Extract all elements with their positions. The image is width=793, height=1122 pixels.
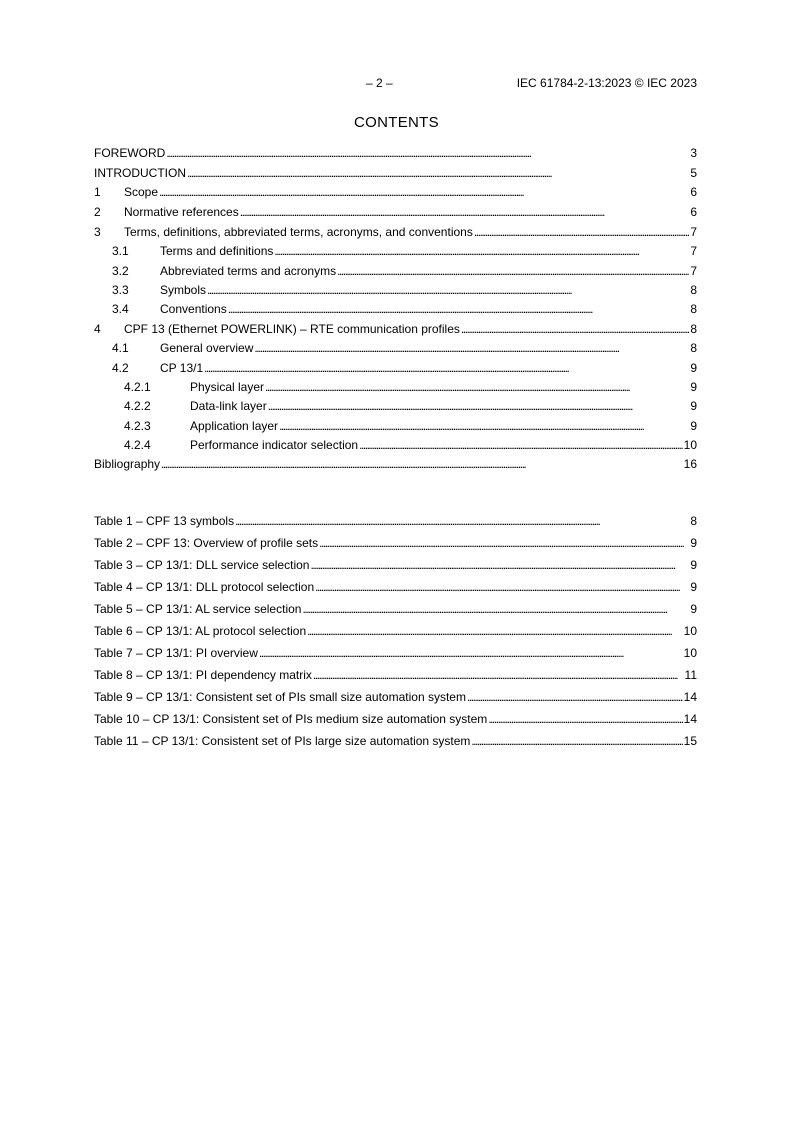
dot-leader [310,557,689,573]
entry-page-number: 8 [690,514,697,528]
toc-entry[interactable] [94,282,697,301]
entry-page-number: 11 [684,668,697,682]
entry-page-number: 9 [690,580,697,594]
entry-title: INTRODUCTION [94,165,186,180]
dot-leader [274,243,689,259]
dot-leader [265,379,689,395]
entry-page-number: 5 [690,165,697,180]
entry-title: Application layer [190,418,279,433]
entry-title: Data-link layer [190,399,267,414]
dot-leader [161,456,683,472]
toc-entry[interactable] [94,301,697,320]
toc-entry[interactable] [94,437,697,456]
dot-leader [471,733,682,749]
entry-title: Table 9 – CP 13/1: Consistent set of PIs small size automation system [94,690,466,704]
entry-page-number: 9 [690,558,697,572]
toc-entry[interactable] [94,418,697,437]
toc-entry[interactable] [94,456,697,476]
list-of-tables [94,513,697,755]
table-list-entry[interactable] [94,645,697,667]
toc-entry[interactable] [94,184,697,204]
entry-page-number: 8 [690,321,697,336]
entry-title: Normative references [124,205,239,220]
entry-page-number: 9 [690,399,697,414]
entry-page-number: 9 [690,536,697,550]
toc-entry[interactable] [94,145,697,165]
standard-reference: IEC 61784-2-13:2023 © IEC 2023 [516,76,697,90]
entry-page-number: 16 [683,457,697,472]
entry-title: Performance indicator selection [190,437,359,452]
table-list-entry[interactable] [94,667,697,689]
toc-entry[interactable] [94,224,697,244]
page-header [94,76,697,92]
entry-page-number: 7 [690,224,697,239]
entry-page-number: 7 [690,244,697,259]
entry-page-number: 9 [690,379,697,394]
entry-title: Table 4 – CP 13/1: DLL protocol selection [94,580,315,594]
entry-title: Table 6 – CP 13/1: AL protocol selection [94,624,307,638]
table-list-entry[interactable] [94,623,697,645]
entry-title: Terms and definitions [160,244,274,259]
page-title: CONTENTS [354,114,439,131]
entry-title: Terms, definitions, abbreviated terms, acronyms, and conventions [124,224,473,239]
toc-entry[interactable] [94,165,697,185]
table-list-entry[interactable] [94,513,697,535]
entry-title: Abbreviated terms and acronyms [160,263,337,278]
entry-number: 4.2 [112,360,129,375]
entry-page-number: 7 [690,263,697,278]
dot-leader [313,667,684,683]
entry-title: General overview [160,341,254,356]
dot-leader [359,437,683,453]
table-list-entry[interactable] [94,535,697,557]
entry-number: 4.1 [112,341,129,356]
entry-number: 2 [94,205,101,220]
dot-leader [337,263,689,279]
toc-entry[interactable] [94,263,697,282]
entry-title: Symbols [160,283,207,298]
dot-leader [268,398,690,414]
table-list-entry[interactable] [94,733,697,755]
dot-leader [240,204,690,220]
toc-entry[interactable] [94,398,697,417]
dot-leader [235,513,689,529]
dot-leader [166,145,689,161]
toc-entry[interactable] [94,379,697,398]
dot-leader [187,165,689,181]
entry-title: Table 1 – CPF 13 symbols [94,514,235,528]
entry-number: 1 [94,185,101,200]
entry-title: Table 3 – CP 13/1: DLL service selection [94,558,310,572]
toc-entry[interactable] [94,204,697,224]
entry-title: Physical layer [190,379,265,394]
dot-leader [279,418,689,434]
entry-number: 3.1 [112,244,129,259]
entry-page-number: 15 [683,734,697,748]
entry-title: CPF 13 (Ethernet POWERLINK) – RTE communication profiles [124,321,460,336]
entry-title: Conventions [160,302,227,317]
dot-leader [207,282,689,298]
entry-title: Table 8 – CP 13/1: PI dependency matrix [94,668,312,682]
entry-page-number: 9 [690,360,697,375]
entry-number: 4.2.2 [124,399,151,414]
dot-leader [474,224,689,240]
entry-page-number: 10 [683,624,697,638]
dot-leader [254,340,689,356]
table-list-entry[interactable] [94,557,697,579]
entry-title: Bibliography [94,457,161,472]
page-number: – 2 – [366,76,393,90]
entry-number: 3.3 [112,283,129,298]
entry-title: FOREWORD [94,146,166,160]
dot-leader [159,184,689,200]
entry-page-number: 8 [690,341,697,356]
entry-page-number: 6 [690,185,697,200]
dot-leader [461,321,689,337]
entry-number: 4 [94,321,101,336]
dot-leader [319,535,689,551]
entry-title: CP 13/1 [160,360,204,375]
toc-entry[interactable] [94,340,697,359]
dot-leader [228,301,690,317]
toc-entry[interactable] [94,360,697,379]
dot-leader [467,689,683,705]
table-list-entry[interactable] [94,579,697,601]
table-list-entry[interactable] [94,601,697,623]
entry-number: 3 [94,224,101,239]
entry-title: Table 2 – CPF 13: Overview of profile sets [94,536,319,550]
entry-page-number: 6 [690,205,697,220]
entry-page-number: 10 [683,437,697,452]
entry-title: Table 7 – CP 13/1: PI overview [94,646,258,660]
table-list-entry[interactable] [94,689,697,711]
entry-number: 3.2 [112,263,129,278]
entry-page-number: 9 [690,418,697,433]
entry-page-number: 14 [683,712,697,726]
entry-title: Table 5 – CP 13/1: AL service selection [94,602,302,616]
entry-title: Table 10 – CP 13/1: Consistent set of PIs medium size automation system [94,712,488,726]
dot-leader [307,623,683,639]
entry-title: Scope [124,185,159,200]
dot-leader [488,711,682,727]
entry-page-number: 3 [690,146,697,160]
entry-number: 4.2.3 [124,418,151,433]
entry-number: 4.2.4 [124,437,151,452]
entry-page-number: 14 [683,690,697,704]
entry-page-number: 10 [683,646,697,660]
table-of-contents [94,145,697,476]
entry-title: Table 11 – CP 13/1: Consistent set of PIs large size automation system [94,734,471,748]
entry-page-number: 8 [690,302,697,317]
dot-leader [302,601,689,617]
entry-page-number: 8 [690,283,697,298]
toc-entry[interactable] [94,243,697,262]
toc-entry[interactable] [94,321,697,341]
table-list-entry[interactable] [94,711,697,733]
dot-leader [204,360,689,376]
entry-number: 4.2.1 [124,379,151,394]
entry-page-number: 9 [690,602,697,616]
dot-leader [315,579,689,595]
entry-number: 3.4 [112,302,129,317]
dot-leader [259,645,683,661]
